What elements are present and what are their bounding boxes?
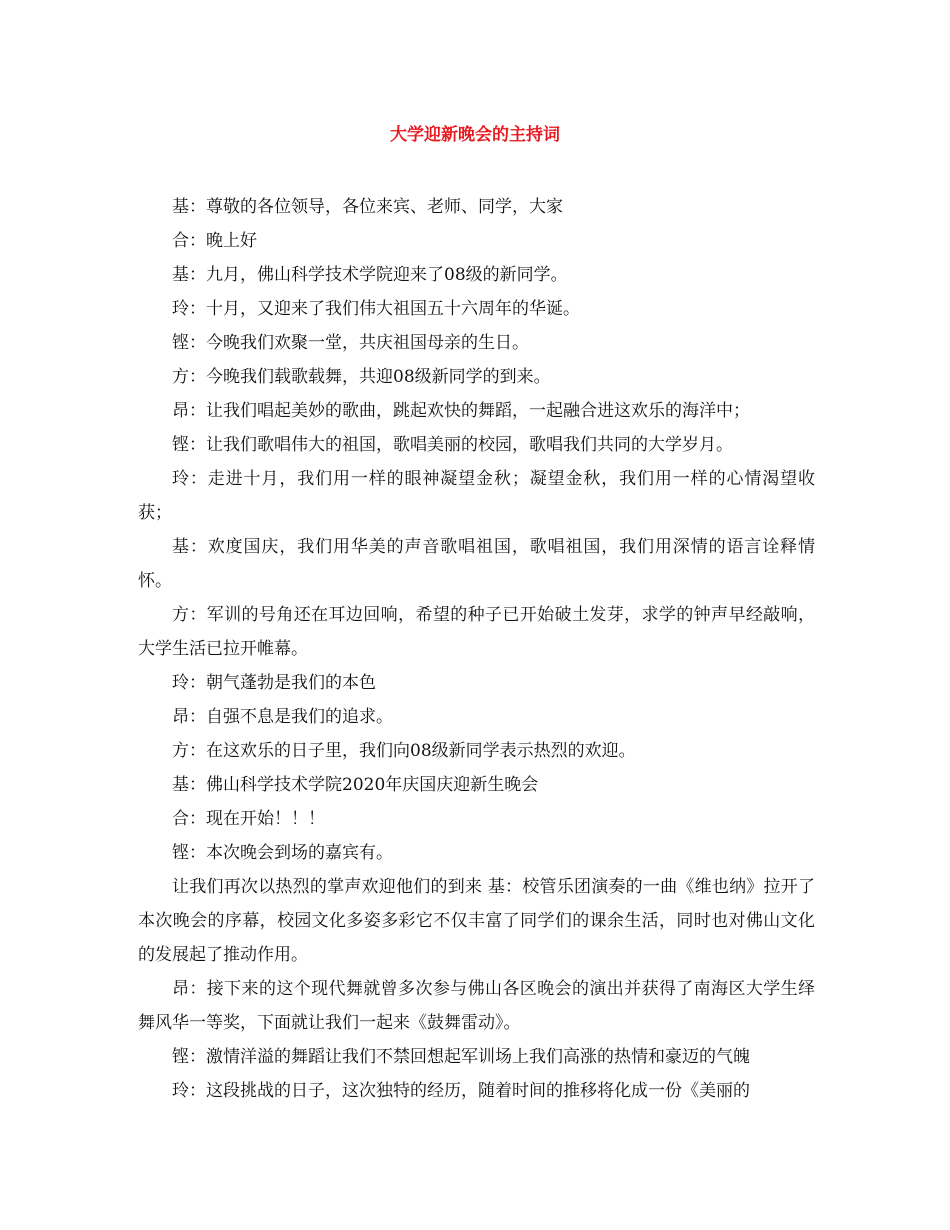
paragraph: 铿：本次晚会到场的嘉宾有。: [172, 843, 393, 863]
paragraph: 基：佛山科学技术学院2020年庆国庆迎新生晚会: [172, 775, 539, 795]
paragraph: 基：欢度国庆，我们用华美的声音歌唱祖国，歌唱祖国，我们用深情的语言诠释情怀。: [138, 537, 815, 591]
paragraph: 玲：这段挑战的日子，这次独特的经历，随着时间的推移将化成一份《美丽的: [172, 1081, 750, 1101]
paragraph: 方：在这欢乐的日子里，我们向08级新同学表示热烈的欢迎。: [172, 741, 636, 761]
paragraph: 玲：十月，又迎来了我们伟大祖国五十六周年的华诞。: [172, 299, 580, 319]
paragraph: 合：晚上好: [172, 231, 257, 251]
paragraph: 昂：接下来的这个现代舞就曾多次参与佛山各区晚会的演出并获得了南海区大学生绎舞风华一等奖，下面就让我们一起来《鼓舞雷动》。: [138, 979, 815, 1033]
paragraph: 合：现在开始！！！: [172, 809, 325, 829]
paragraph: 铿：今晚我们欢聚一堂，共庆祖国母亲的生日。: [172, 333, 529, 353]
paragraph: 昂：自强不息是我们的追求。: [172, 707, 393, 727]
document-body: [138, 190, 815, 1108]
paragraph: 昂：让我们唱起美妙的歌曲，跳起欢快的舞蹈，一起融合进这欢乐的海洋中；: [172, 401, 750, 421]
paragraph: 铿：让我们歌唱伟大的祖国，歌唱美丽的校园，歌唱我们共同的大学岁月。: [172, 435, 733, 455]
paragraph: 基：尊敬的各位领导，各位来宾、老师、同学，大家: [172, 197, 563, 217]
paragraph: 铿：激情洋溢的舞蹈让我们不禁回想起军训场上我们高涨的热情和豪迈的气魄: [172, 1047, 750, 1067]
paragraph: 方：军训的号角还在耳边回响，希望的种子已开始破土发芽，求学的钟声早经敲响，大学生活已拉开帷幕。: [138, 605, 815, 659]
document-title: 大学迎新晚会的主持词: [390, 125, 560, 145]
paragraph: 基：九月，佛山科学技术学院迎来了08级的新同学。: [172, 265, 568, 285]
paragraph: 玲：朝气蓬勃是我们的本色: [172, 673, 376, 693]
paragraph: 方：今晚我们载歌载舞，共迎08级新同学的到来。: [172, 367, 551, 387]
paragraph: 玲：走进十月，我们用一样的眼神凝望金秋；凝望金秋，我们用一样的心情渴望收获；: [138, 469, 815, 523]
paragraph: 让我们再次以热烈的掌声欢迎他们的到来 基：校管乐团演奏的一曲《维也纳》拉开了本次晚会的序幕，校园文化多姿多彩它不仅丰富了同学们的课余生活，同时也对佛山文化的发展起了推动作用。: [138, 877, 815, 965]
